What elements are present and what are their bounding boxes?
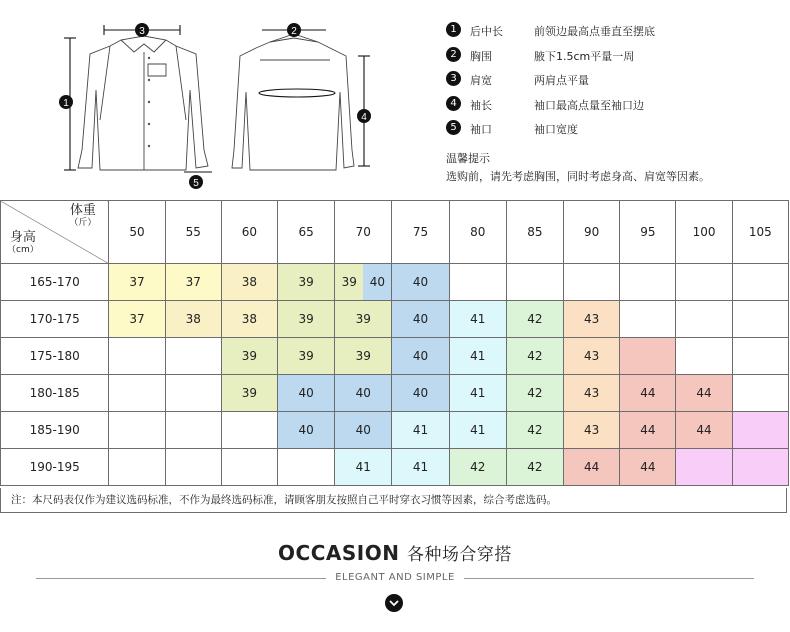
size-cell: 43	[564, 412, 620, 449]
size-cell	[165, 449, 221, 486]
back-shirt-outline	[232, 38, 354, 170]
weight-header-cell: 75	[392, 201, 449, 264]
size-cell: 40	[392, 375, 449, 412]
weight-header-cell: 65	[278, 201, 335, 264]
size-cell	[109, 412, 165, 449]
height-range-cell: 190-195	[1, 449, 109, 486]
height-range-cell: 165-170	[1, 264, 109, 301]
occasion-subtitle: ELEGANT AND SIMPLE	[335, 572, 455, 583]
legend-number: 3	[446, 71, 461, 86]
size-cell	[676, 449, 732, 486]
size-cell	[676, 264, 732, 301]
size-cell	[676, 338, 732, 375]
size-cell	[732, 449, 788, 486]
table-row	[1, 449, 789, 486]
size-cell	[165, 412, 221, 449]
legend-name: 肩宽	[470, 74, 492, 87]
height-range-cell: 180-185	[1, 375, 109, 412]
size-cell: 37	[109, 264, 165, 301]
size-cell: 43	[564, 338, 620, 375]
measure-marker-4	[357, 109, 371, 123]
weight-header-cell: 100	[676, 201, 732, 264]
height-range-cell: 170-175	[1, 301, 109, 338]
size-cell	[564, 264, 620, 301]
size-cell	[732, 264, 788, 301]
size-cell: 41	[449, 412, 506, 449]
weight-header-cell: 105	[732, 201, 788, 264]
size-cell: 40	[392, 338, 449, 375]
size-value: 39	[335, 264, 363, 300]
weight-header-cell: 85	[506, 201, 563, 264]
svg-text:2: 2	[291, 26, 297, 37]
legend-item	[446, 120, 786, 145]
size-cell: 37	[109, 301, 165, 338]
size-value: 40	[363, 264, 391, 300]
size-cell	[221, 449, 277, 486]
legend-desc: 袖口宽度	[534, 123, 578, 136]
size-cell: 38	[165, 301, 221, 338]
size-cell	[335, 264, 392, 301]
weight-header-cell: 50	[109, 201, 165, 264]
weight-header-cell: 70	[335, 201, 392, 264]
size-cell: 44	[676, 412, 732, 449]
size-cell: 40	[278, 375, 335, 412]
size-cell	[449, 264, 506, 301]
weight-header-cell: 80	[449, 201, 506, 264]
legend-number: 2	[446, 47, 461, 62]
size-cell: 41	[449, 338, 506, 375]
table-row	[1, 338, 789, 375]
weight-header-cell: 55	[165, 201, 221, 264]
table-row	[1, 375, 789, 412]
legend-name: 袖口	[470, 123, 492, 136]
size-cell	[676, 301, 732, 338]
size-note: 注：本尺码表仅作为建议选码标准，不作为最终选码标准，请顾客朋友按照自己平时穿衣习惯等因素，综合考虑选码。	[0, 488, 787, 513]
svg-text:3: 3	[139, 26, 145, 37]
legend-item	[446, 47, 786, 72]
table-row	[1, 301, 789, 338]
legend-number: 5	[446, 120, 461, 135]
size-cell: 39	[221, 338, 277, 375]
size-cell	[506, 264, 563, 301]
measure-marker-1	[59, 95, 73, 109]
weight-header: 体重 （斤）	[69, 203, 97, 228]
size-cell: 41	[335, 449, 392, 486]
legend-number: 4	[446, 96, 461, 111]
measure-marker-5	[189, 175, 203, 189]
legend-item	[446, 96, 786, 121]
size-cell: 44	[620, 412, 676, 449]
size-cell: 42	[506, 338, 563, 375]
legend-desc: 前领边最高点垂直至摆底	[534, 25, 655, 38]
shirt-measurement-diagram	[0, 0, 440, 198]
legend-name: 后中长	[470, 25, 503, 38]
size-cell: 38	[221, 301, 277, 338]
size-cell: 41	[449, 301, 506, 338]
size-cell	[109, 338, 165, 375]
front-shirt-outline	[78, 36, 208, 170]
height-range-cell: 175-180	[1, 338, 109, 375]
size-cell: 44	[564, 449, 620, 486]
size-cell: 40	[335, 412, 392, 449]
tip-text: 选购前，请先考虑胸围，同时考虑身高、肩宽等因素。	[446, 170, 710, 183]
size-cell: 44	[676, 375, 732, 412]
size-cell: 42	[506, 449, 563, 486]
occasion-title-zh: 各种场合穿搭	[406, 545, 512, 565]
legend-item	[446, 71, 786, 96]
occasion-title	[0, 540, 790, 565]
size-cell	[165, 375, 221, 412]
occasion-title-en: OCCASION	[278, 541, 400, 565]
table-corner-header	[1, 201, 109, 264]
measure-marker-2	[287, 23, 301, 37]
size-cell	[620, 301, 676, 338]
chevron-down-icon	[385, 594, 403, 612]
size-cell	[732, 301, 788, 338]
weight-header-cell: 95	[620, 201, 676, 264]
size-cell	[221, 412, 277, 449]
svg-text:1: 1	[63, 98, 69, 109]
size-cell: 39	[278, 264, 335, 301]
size-cell: 40	[392, 264, 449, 301]
size-cell: 41	[449, 375, 506, 412]
legend-number: 1	[446, 22, 461, 37]
size-cell: 42	[506, 375, 563, 412]
weight-header-cell: 90	[564, 201, 620, 264]
weight-header-cell: 60	[221, 201, 277, 264]
table-row	[1, 264, 789, 301]
size-cell	[732, 375, 788, 412]
size-cell	[109, 375, 165, 412]
legend-desc: 袖口最高点量至袖口边	[534, 98, 644, 112]
svg-text:4: 4	[361, 112, 367, 123]
size-cell: 37	[165, 264, 221, 301]
size-cell: 39	[221, 375, 277, 412]
measurement-legend	[446, 22, 786, 145]
size-cell: 43	[564, 375, 620, 412]
size-cell: 42	[506, 301, 563, 338]
tip-title: 温馨提示	[446, 152, 490, 165]
size-cell	[278, 449, 335, 486]
size-cell	[109, 449, 165, 486]
height-header: 身高 （cm）	[7, 230, 39, 255]
legend-desc: 两肩点平量	[534, 74, 589, 87]
size-cell: 38	[221, 264, 277, 301]
size-chart-table	[0, 200, 789, 486]
size-cell	[732, 412, 788, 449]
table-row	[1, 412, 789, 449]
size-cell: 39	[335, 301, 392, 338]
legend-name: 胸围	[470, 49, 492, 63]
size-cell	[620, 338, 676, 375]
size-cell: 41	[392, 449, 449, 486]
size-cell	[732, 338, 788, 375]
size-cell: 39	[335, 338, 392, 375]
size-cell: 41	[392, 412, 449, 449]
size-cell: 42	[506, 412, 563, 449]
measure-marker-3	[135, 23, 149, 37]
size-cell	[620, 264, 676, 301]
size-cell	[165, 338, 221, 375]
size-cell: 40	[335, 375, 392, 412]
legend-desc: 腋下1.5cm平量一周	[534, 49, 635, 63]
legend-name: 袖长	[470, 98, 492, 112]
size-cell: 40	[278, 412, 335, 449]
scroll-down-button[interactable]	[385, 594, 403, 612]
size-cell: 39	[278, 338, 335, 375]
size-cell: 42	[449, 449, 506, 486]
size-cell: 40	[392, 301, 449, 338]
size-cell: 43	[564, 301, 620, 338]
height-range-cell: 185-190	[1, 412, 109, 449]
size-cell: 39	[278, 301, 335, 338]
size-cell: 44	[620, 375, 676, 412]
svg-text:5: 5	[193, 178, 199, 189]
legend-item	[446, 22, 786, 47]
size-cell: 44	[620, 449, 676, 486]
